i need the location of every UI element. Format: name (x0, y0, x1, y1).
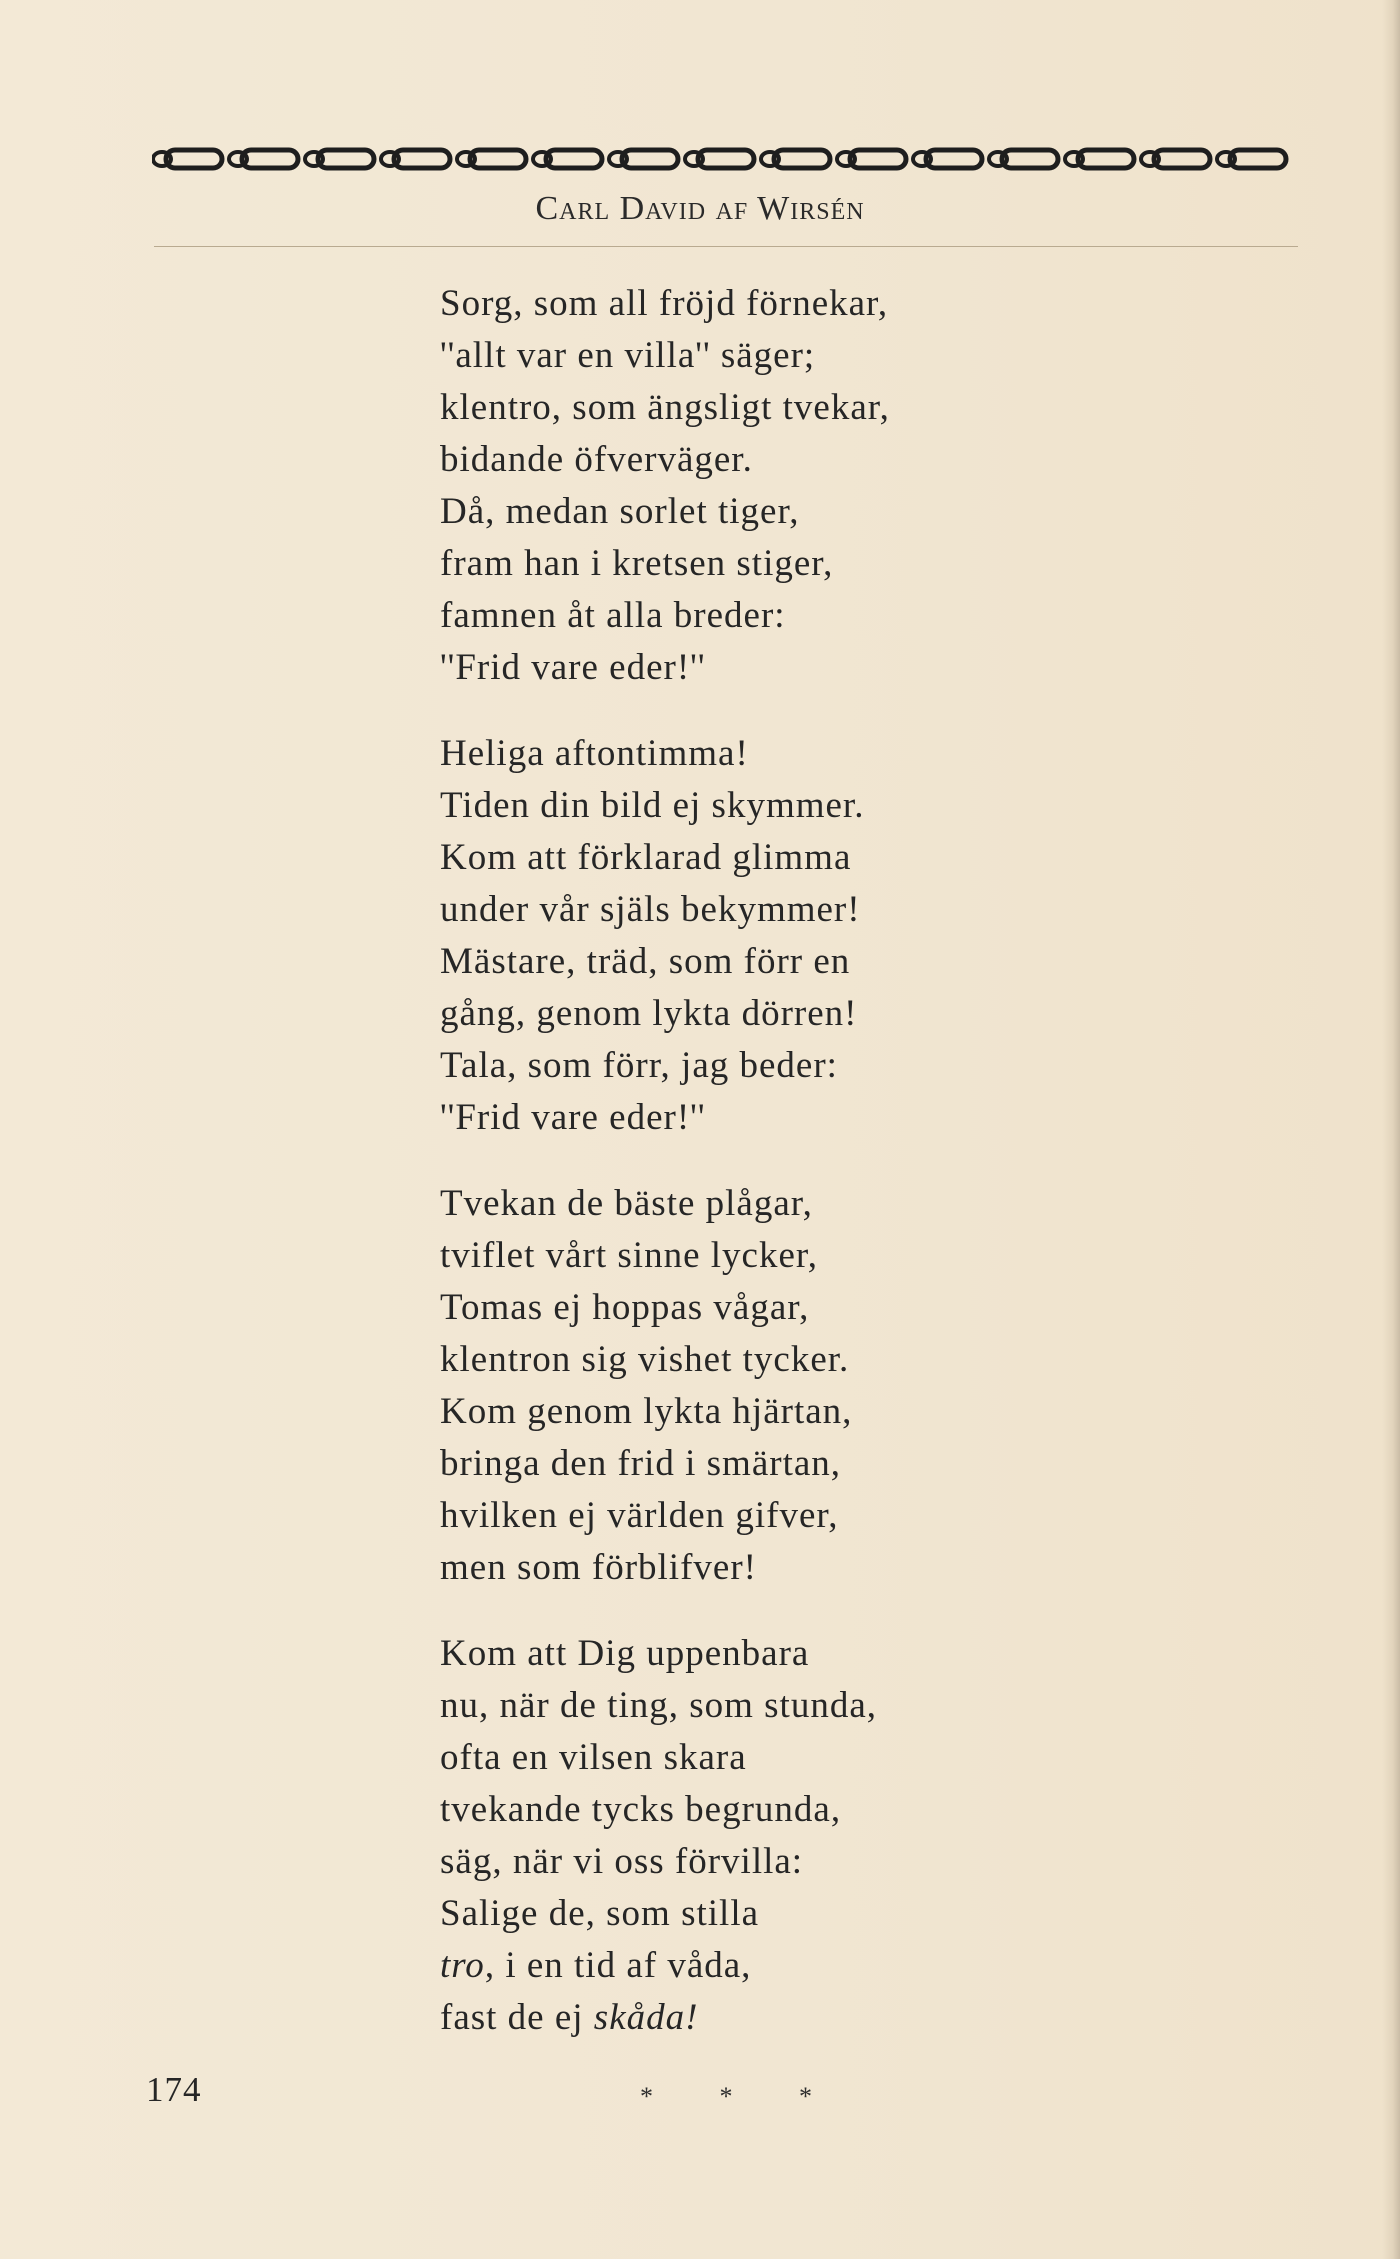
chain-link (470, 150, 526, 168)
poem-line: Kom genom lykta hjärtan, (440, 1391, 853, 1432)
chain-link (242, 150, 298, 168)
poem-line: Mästare, träd, som förr en (440, 941, 851, 982)
ornamental-chain-border (152, 140, 1292, 178)
poem-line: hvilken ej världen gifver, (440, 1495, 839, 1536)
chain-link (546, 150, 602, 168)
poem-line: ''allt var en villa'' säger; (440, 335, 816, 376)
line-text: , i en tid af våda, (484, 1945, 752, 1986)
header-rule (154, 246, 1298, 247)
poem-line: ''Frid vare eder!'' (440, 1097, 706, 1138)
poem-stanza-4 (440, 1628, 1140, 2044)
chain-link (1002, 150, 1058, 168)
poem-line: Salige de, som stilla (440, 1893, 760, 1934)
poem-line: famnen åt alla breder: (440, 595, 786, 636)
running-head: Carl David af Wirsén (535, 190, 865, 227)
chain-link (926, 150, 982, 168)
poem-line (440, 1992, 1140, 2044)
italic-word: tro (440, 1945, 485, 1986)
poem-line (440, 1940, 1140, 1992)
poem-line: nu, när de ting, som stunda, (440, 1685, 878, 1726)
poem-line: Heliga aftontimma! (440, 733, 749, 774)
poem-line: fram han i kretsen stiger, (440, 543, 834, 584)
chain-link (1230, 150, 1286, 168)
poem-stanza-2 (440, 728, 1140, 1144)
poem-line: bidande öfverväger. (440, 439, 753, 480)
poem-line: klentro, som ängsligt tvekar, (440, 387, 890, 428)
poem-line: men som förblifver! (440, 1547, 757, 1588)
poem-line: säg, när vi oss förvilla: (440, 1841, 804, 1882)
poem-line: Kom att förklarad glimma (440, 837, 852, 878)
page-edge-shadow (1382, 0, 1400, 2259)
poem-line: Då, medan sorlet tiger, (440, 491, 800, 532)
chain-link (318, 150, 374, 168)
chain-link (698, 150, 754, 168)
section-asterisks: * * * (640, 2082, 842, 2111)
poem-line: Tomas ej hoppas vågar, (440, 1287, 810, 1328)
italic-word: skåda! (593, 1997, 699, 2038)
chain-link (774, 150, 830, 168)
poem-line: Tala, som förr, jag beder: (440, 1045, 838, 1086)
poem-stanza-1 (440, 278, 1140, 694)
poem-line: Kom att Dig uppenbara (440, 1633, 810, 1674)
chain-link (850, 150, 906, 168)
poem-line: tviflet vårt sinne lycker, (440, 1235, 818, 1276)
poem-line: Sorg, som all fröjd förnekar, (440, 283, 889, 324)
page-number: 174 (146, 2070, 202, 2109)
poem-line: Tvekan de bäste plågar, (440, 1183, 813, 1224)
line-text: fast de ej (440, 1997, 594, 2038)
chain-link (1154, 150, 1210, 168)
poem-line: gång, genom lykta dörren! (440, 993, 858, 1034)
poem-line: klentron sig vishet tycker. (440, 1339, 850, 1380)
chain-link (622, 150, 678, 168)
chain-link (394, 150, 450, 168)
chain-link (166, 150, 222, 168)
poem-stanza-3 (440, 1178, 1140, 1594)
poem-line: ''Frid vare eder!'' (440, 647, 706, 688)
chain-link (1078, 150, 1134, 168)
poem-line: under vår själs bekymmer! (440, 889, 861, 930)
poem-line: ofta en vilsen skara (440, 1737, 747, 1778)
poem-line: Tiden din bild ej skymmer. (440, 785, 865, 826)
poem-line: bringa den frid i smärtan, (440, 1443, 842, 1484)
poem-line: tvekande tycks begrunda, (440, 1789, 842, 1830)
